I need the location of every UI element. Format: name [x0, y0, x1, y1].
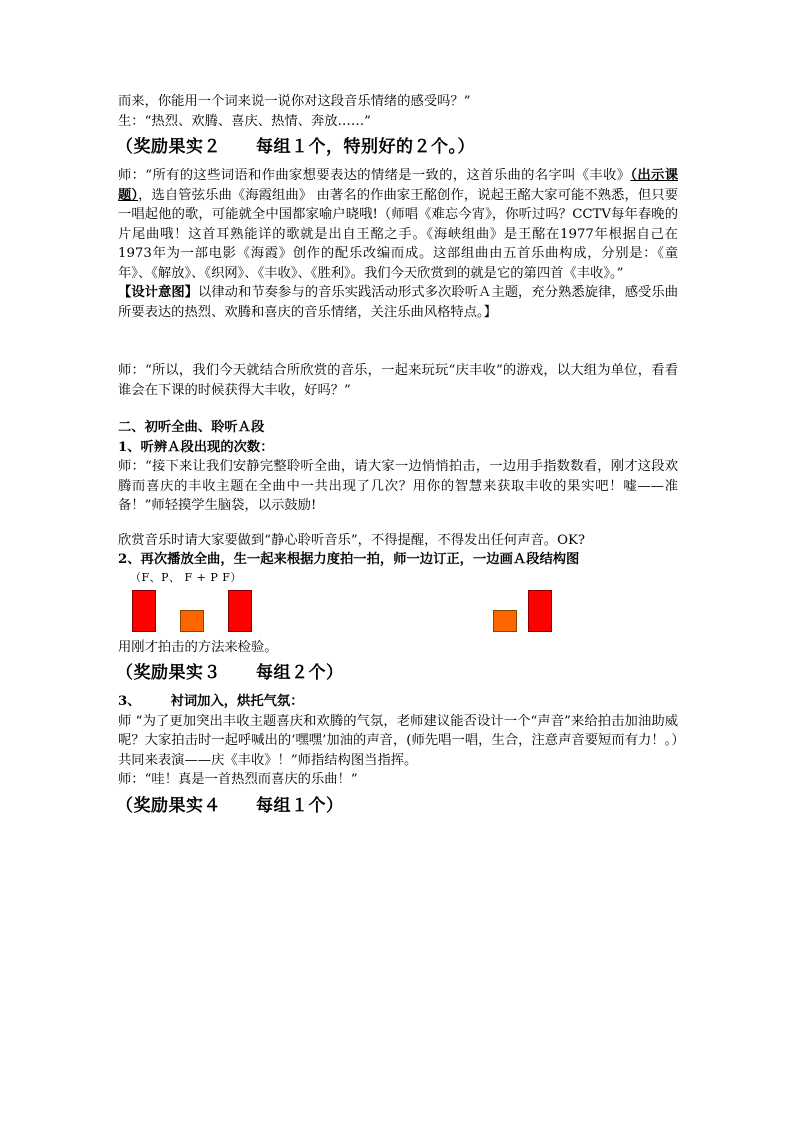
reward-note-2: （奖励果实２ 每组１个，特别好的２个。） [116, 137, 475, 157]
show-title-note: （出示课题） [118, 168, 679, 203]
forte-bar-3 [528, 590, 552, 632]
paragraph-listen-instruction: 师：“接下来让我们安静完整聆听全曲，请大家一边悄悄拍击，一边用手指数数看，刚才这段欢腾而喜庆的丰收主题在全曲中一共出现了几次？用你的智慧来获取丰收的果实吧！嘘——准备！”师轻摸学生脑袋，以示鼓励! [118, 459, 678, 513]
document-page [118, 92, 678, 825]
paragraph-intro-end: 而来，你能用一个词来说一说你对这段音乐情绪的感受吗？” [118, 94, 471, 109]
design-intent-label: 【设计意图】 [118, 285, 199, 300]
reward-note-3: （奖励果实３ 每组２个） [116, 663, 344, 683]
teacher-intro-text-b: ，选自管弦乐曲《海霞组曲》 由著名的作曲家王酩创作，说起王酩大家可能不熟悉，但只要一唱起他的歌，可能就全中国都家喻户晓哦!（师唱《难忘今宵》，你听过吗？CCTV每年春晚的片尾曲哦！这首耳熟能详的歌就是出自王酩之手。《海峡组曲》是王酩在1977年根据自己在1973年为一部电影《海霞》创作的配乐改编而成。这部组曲由五首乐曲构成，分别是：《童年》、《解放》、《织网》、《丰收》、《胜利》。我们今天欣赏到的就是它的第四首《丰收》。” [118, 187, 678, 281]
teacher-intro-text-a: 师：“所有的这些词语和作曲家想要表达的情绪是一致的，这首乐曲的名字叫《丰收》 [118, 168, 631, 183]
subheading-2: 2、再次播放全曲，生一起来根据力度拍一拍，师一边订正，一边画Ａ段结构图 [118, 552, 580, 567]
structure-diagram [118, 586, 678, 638]
paragraph-chant: 师 “为了更加突出丰收主题喜庆和欢腾的气氛，老师建议能否设计一个“声音”来给拍击加油助威呢？大家拍击时一起呼喊出的‘嘿嘿’加油的声音，(师先唱一唱，生合，注意声音要短而有力！。）共同来表演——庆《丰收》！”师指结构图当指挥。 [118, 713, 678, 768]
dynamics-label: （F、P、 F + P F） [130, 570, 242, 584]
paragraph-teacher-intro [118, 166, 678, 283]
design-intent-text: 以律动和节奏参与的音乐实践活动形式多次聆听Ａ主题，充分熟悉旋律，感受乐曲所要表达的热烈、欢腾和喜庆的音乐情绪，关注乐曲风格特点。】 [118, 285, 679, 320]
subheading-3-number: 3、 [118, 694, 141, 709]
piano-bar-1 [180, 610, 204, 632]
paragraph-game-intro: 师：“所以，我们今天就结合所欣赏的音乐，一起来玩玩“庆丰收”的游戏，以大组为单位，看看谁会在下课的时候获得大丰收，好吗？” [118, 363, 678, 398]
paragraph-listening-rule: 欣赏音乐时请大家要做到“静心聆听音乐”，不得提醒，不得发出任何声音。OK? [118, 532, 586, 548]
paragraph-student-answer: 生：“热烈、欢腾、喜庆、热情、奔放……” [118, 113, 371, 129]
paragraph-design-intent [118, 283, 678, 322]
subheading-3-text: 衬词加入，烘托气氛： [170, 694, 304, 709]
forte-bar-1 [132, 590, 156, 632]
piano-bar-2 [493, 610, 517, 632]
forte-bar-2 [228, 590, 252, 632]
subheading-3 [118, 692, 678, 712]
subheading-1: 1、听辨Ａ段出现的次数： [118, 439, 274, 455]
section-heading-2: 二、初听全曲、聆听Ａ段 [118, 420, 265, 435]
paragraph-teacher-exclaim: 师：“哇！真是一首热烈而喜庆的乐曲！” [118, 772, 358, 787]
reward-note-4: （奖励果实４ 每组１个） [116, 795, 344, 816]
paragraph-verify: 用刚才拍击的方法来检验。 [118, 639, 278, 655]
